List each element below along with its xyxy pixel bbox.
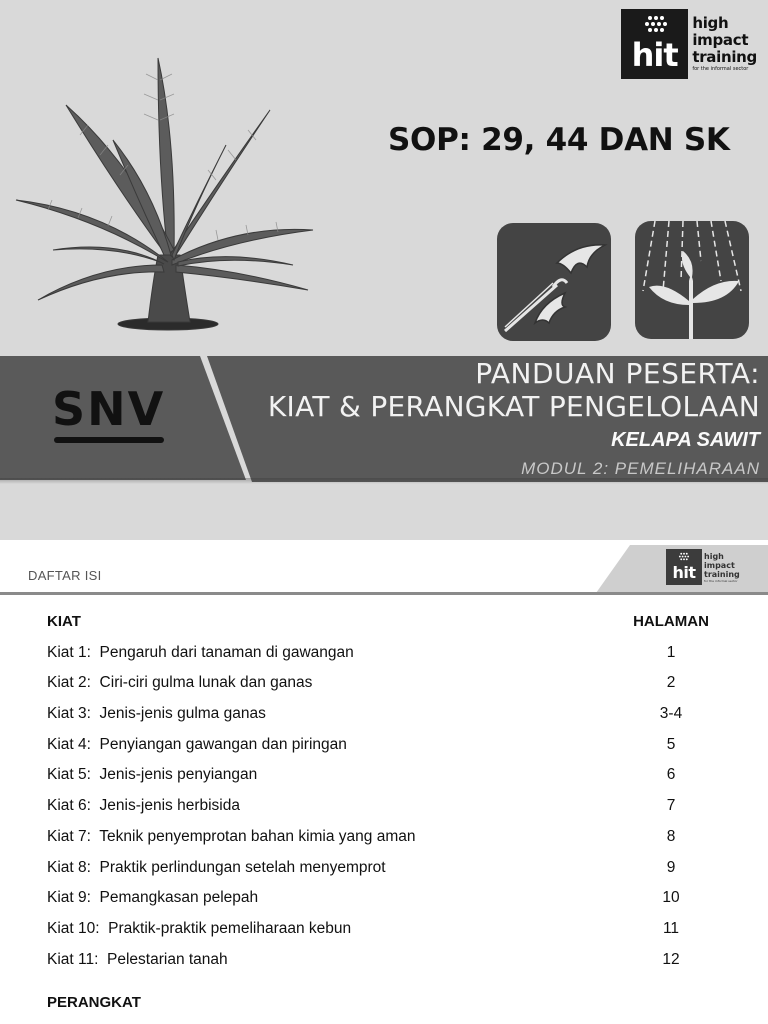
table-row[interactable] [47,733,747,764]
row-title: Kiat 2: Ciri-ciri gulma lunak dan ganas [47,674,313,692]
row-page: 7 [666,797,676,815]
row-page: 11 [662,919,680,937]
band-line-1: PANDUAN PESERTA: [475,357,760,390]
row-title: Kiat 11: Pelestarian tanah [47,950,228,968]
logo-line-impact: impact [692,31,749,49]
spray-plant-icon [635,221,749,339]
pruning-tool-icon [497,223,611,341]
hit-mini-logo-text [704,552,740,583]
contents-label: DAFTAR ISI [28,568,102,583]
row-title: Kiat 9: Pemangkasan pelepah [47,889,259,907]
row-title: Kiat 1: Pengaruh dari tanaman di gawangan [47,643,354,661]
table-row[interactable] [47,886,747,917]
snv-underline [54,437,164,443]
contents-table [47,610,747,978]
section-heading-perangkat: PERANGKAT [47,994,141,1011]
row-page: 2 [666,674,676,692]
column-header-halaman: HALAMAN [633,613,709,630]
row-title: Kiat 3: Jenis-jenis gulma ganas [47,705,266,723]
hit-logo-word: hit [631,36,678,74]
band-line-2: KIAT & PERANGKAT PENGELOLAAN [267,390,760,423]
dots-icon [643,15,669,33]
row-title: Kiat 5: Jenis-jenis penyiangan [47,766,258,784]
row-page: 9 [666,858,676,876]
mini-logo-line-high: high [704,551,724,561]
snv-logo [52,383,170,443]
row-page: 8 [666,827,676,845]
row-page: 1 [666,643,676,661]
table-row[interactable] [47,917,747,948]
palm-tree-illustration [8,50,318,340]
table-row[interactable] [47,702,747,733]
table-row[interactable] [47,671,747,702]
table-row[interactable] [47,794,747,825]
hit-logo-mark [621,9,688,79]
row-page: 6 [666,766,676,784]
contents-table-header [47,610,747,641]
dots-icon [678,552,690,561]
table-row[interactable] [47,948,747,979]
column-header-kiat: KIAT [47,613,81,630]
hit-mini-logo-mark [666,549,702,585]
row-page: 5 [666,735,676,753]
logo-tagline: for the informal sector [692,66,749,72]
row-title: Kiat 4: Penyiangan gawangan dan piringan [47,735,347,753]
contents-rows [47,641,747,979]
contents-header-divider [0,592,768,595]
row-title: Kiat 7: Teknik penyemprotan bahan kimia yang aman [47,827,416,845]
table-row[interactable] [47,856,747,887]
band-line-3: KELAPA SAWIT [611,429,760,451]
table-row[interactable] [47,825,747,856]
table-row[interactable] [47,641,747,672]
sop-title: SOP: 29, 44 DAN SK [388,122,730,158]
row-page: 10 [662,889,680,907]
mini-logo-line-impact: impact [704,560,735,570]
row-page: 12 [662,950,680,968]
row-title: Kiat 10: Praktik-praktik pemeliharaan kebun [47,919,352,937]
row-title: Kiat 8: Praktik perlindungan setelah menyemprot [47,858,386,876]
row-page: 3-4 [659,705,683,723]
logo-line-high: high [692,14,729,32]
hit-mini-logo-word: hit [672,563,696,582]
hit-logo-text [692,15,757,73]
mini-logo-tagline: for the informal sector [704,578,738,583]
logo-line-training: training [692,48,757,66]
mini-logo-line-training: training [704,569,740,579]
table-row[interactable] [47,763,747,794]
hit-mini-logo [666,549,740,585]
band-line-4: MODUL 2: PEMELIHARAAN [521,459,760,478]
row-title: Kiat 6: Jenis-jenis herbisida [47,797,240,815]
snv-logo-text: SNV [52,382,166,436]
hit-logo [621,9,757,79]
